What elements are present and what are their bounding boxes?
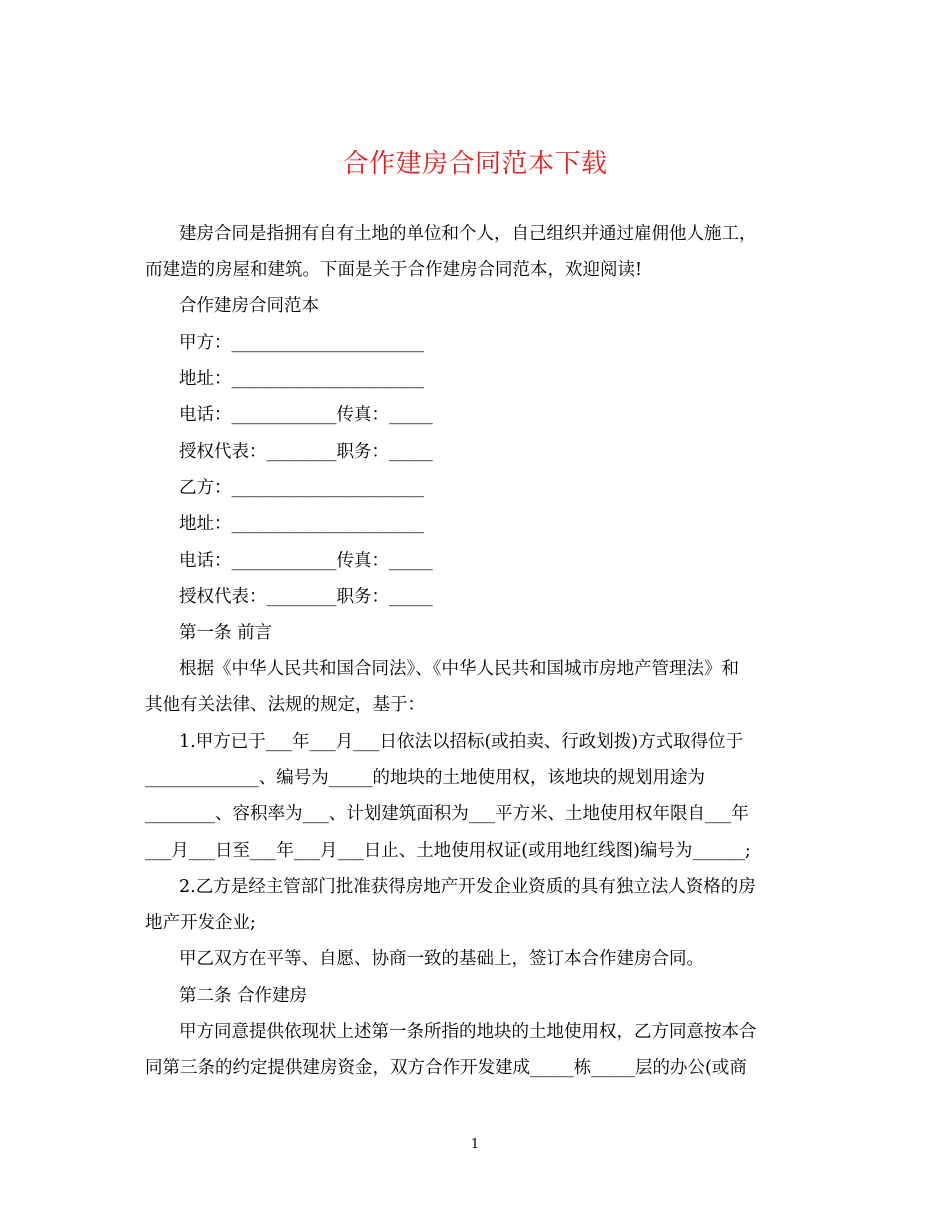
paragraph-line: 2.乙方是经主管部门批准获得房地产开发企业资质的具有独立法人资格的房 (179, 877, 756, 897)
phone-fax-field: 电话：____________传真：_____ (179, 405, 433, 425)
paragraph-line: 建房合同是指拥有自有土地的单位和个人，自己组织并通过雇佣他人施工， (179, 224, 757, 244)
paragraph-line: 而建造的房屋和建筑。下面是关于合作建房合同范本，欢迎阅读! (145, 260, 643, 280)
paragraph-line: 合作建房合同范本 (179, 296, 319, 316)
paragraph-line: 其他有关法律、法规的规定，基于： (145, 695, 425, 715)
paragraph-line: 1.甲方已于___年___月___日依法以招标(或拍卖、行政划拨)方式取得位于 (179, 732, 744, 752)
address-field: 地址：______________________ (179, 514, 424, 534)
party-b-field: 乙方：______________________ (179, 478, 424, 498)
representative-field: 授权代表：________职务：_____ (179, 442, 433, 462)
paragraph-line: 同第三条的约定提供建房资金，双方合作开发建成_____栋_____层的办公(或商 (145, 1058, 747, 1078)
representative-field: 授权代表：________职务：_____ (179, 587, 433, 607)
party-a-field: 甲方：______________________ (179, 333, 424, 353)
section-heading: 第二条 合作建房 (179, 986, 308, 1006)
page-number: 1 (470, 1137, 480, 1152)
paragraph-line: 地产开发企业; (145, 913, 256, 933)
paragraph-line: 根据《中华人民共和国合同法》、《中华人民共和国城市房地产管理法》和 (179, 659, 739, 679)
paragraph-line: ________、容积率为___、计划建筑面积为___平方米、土地使用权年限自___年 (145, 804, 749, 824)
address-field: 地址：______________________ (179, 369, 424, 389)
paragraph-line: 甲乙双方在平等、自愿、协商一致的基础上，签订本合作建房合同。 (179, 949, 704, 969)
phone-fax-field: 电话：____________传真：_____ (179, 551, 433, 571)
document-title: 合作建房合同范本下载 (342, 149, 608, 179)
paragraph-line: ___月___日至___年___月___日止、土地使用权证(或用地红线图)编号为______; (145, 841, 751, 861)
section-heading: 第一条 前言 (179, 623, 273, 643)
paragraph-line: 甲方同意提供依现状上述第一条所指的地块的土地使用权，乙方同意按本合 (179, 1022, 757, 1042)
paragraph-line: _____________、编号为_____的地块的土地使用权，该地块的规划用途为 (145, 768, 705, 788)
